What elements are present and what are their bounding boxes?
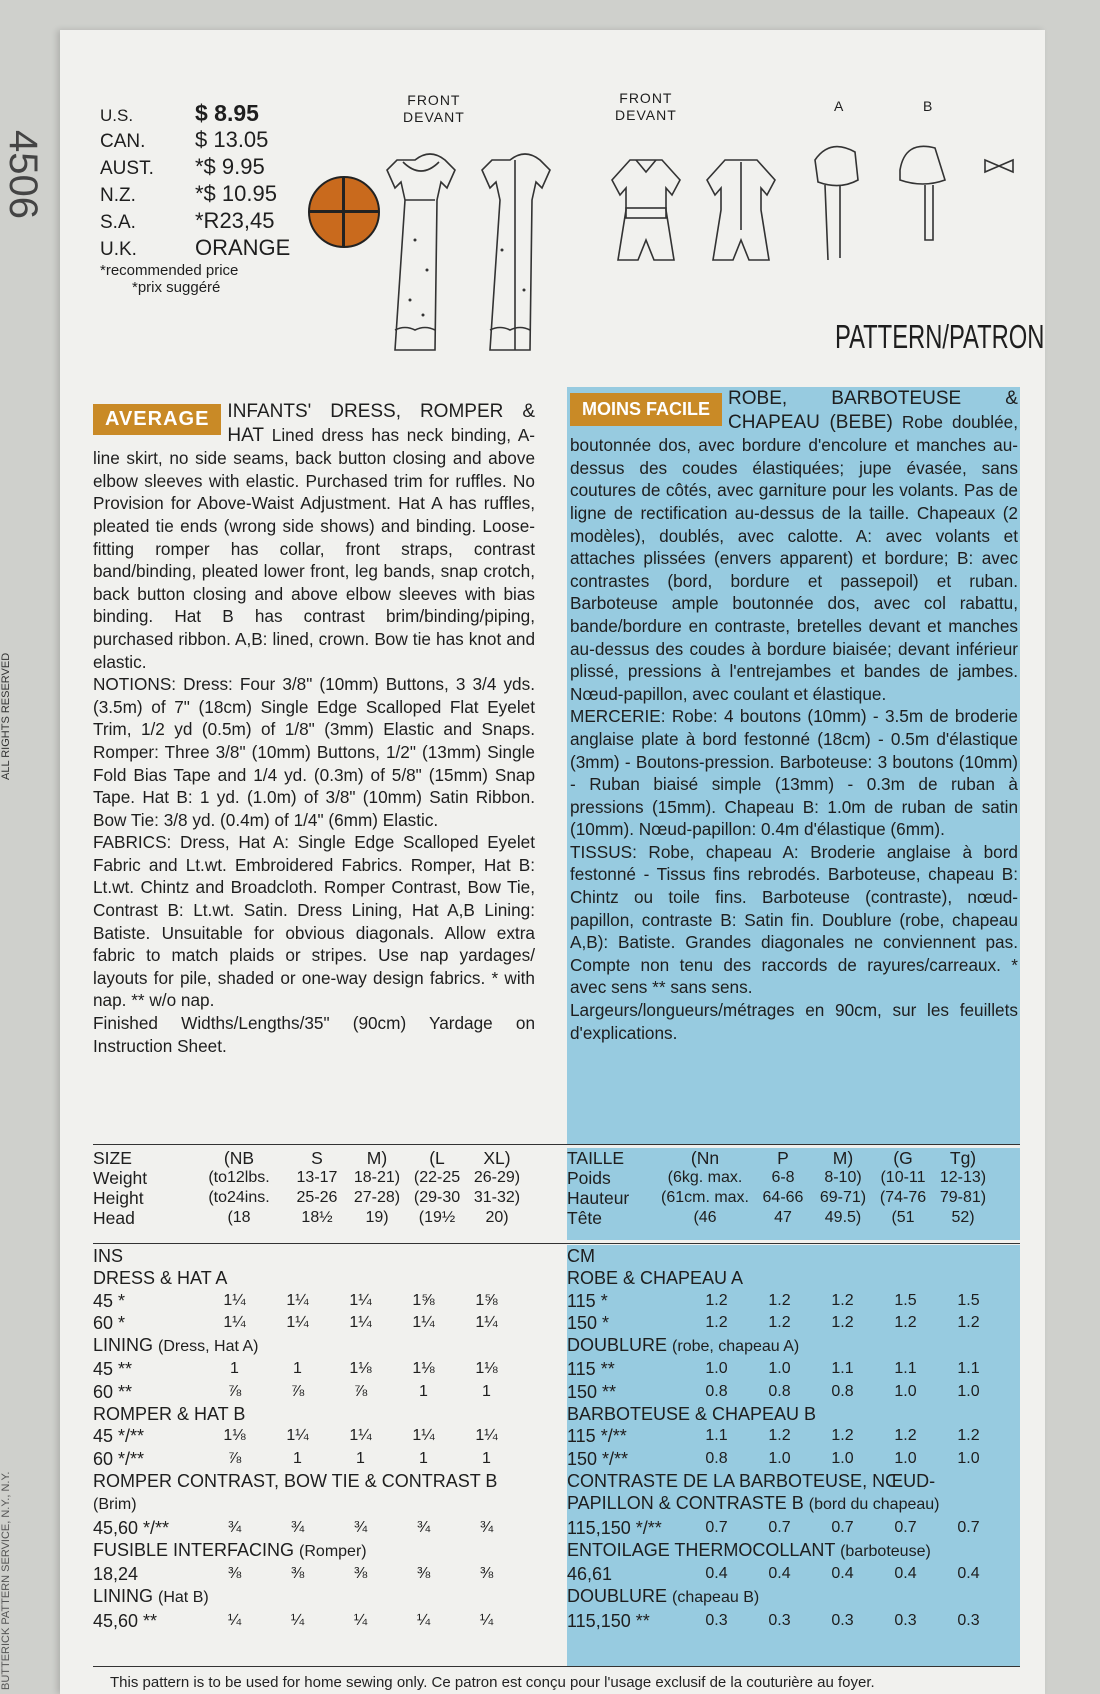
yardage-cell: ¼: [227, 1611, 242, 1629]
yardage-cell: ¼: [479, 1611, 494, 1629]
price-value: ORANGE: [195, 235, 291, 260]
size-label: Head: [93, 1208, 135, 1228]
yardage-cell: 1: [482, 1382, 491, 1400]
yardage-cell: ¼: [416, 1611, 431, 1629]
yardage-cell: 1.2: [894, 1427, 917, 1445]
english-description: [93, 400, 535, 1057]
price-row: [100, 100, 300, 127]
yardage-label: 45 **: [93, 1359, 133, 1380]
yardage-cell: 1¼: [223, 1291, 246, 1309]
yardage-cell: 1.2: [831, 1313, 854, 1331]
size-label: Weight: [93, 1168, 148, 1188]
yardage-cell: 1.1: [957, 1360, 980, 1378]
yardage-section-title: DOUBLURE (robe, chapeau A): [567, 1335, 800, 1356]
french-desc-bold: Pas de ligne de rectification au-dessus de la taille.: [570, 480, 1018, 523]
size-cell: M): [832, 1148, 854, 1168]
price-row: [100, 154, 300, 181]
yardage-cell: 0.4: [705, 1565, 728, 1583]
yardage-cell: 1.0: [768, 1449, 791, 1467]
unit-label: INS: [93, 1246, 124, 1266]
yardage-cell: ¾: [353, 1518, 368, 1536]
size-cell: XL): [483, 1148, 511, 1168]
yardage-cell: 1.2: [894, 1313, 917, 1331]
yardage-cell: 0.8: [705, 1449, 728, 1467]
yardage-label: 60 **: [93, 1381, 133, 1402]
english-fabrics: FABRICS: Dress, Hat A: Single Edge Scalloped Eyelet Fabric and Lt.wt. Embroidered Fabrics. Romper, Hat B: Lt.wt. Chintz and Broadcloth. Romper Contrast, Bow Tie, Contrast B: Lt.wt. Satin. Dress Lining, Hat A,B Lining: Batiste. Unsuitable for obvious diagonals. Allow extra fabric to match plaids or stripes. Use nap yardages/ layouts for pile, shaded or one-way design fabrics. * with nap. ** w/o nap.: [93, 832, 535, 1011]
size-cell: (19½: [418, 1209, 456, 1226]
yardage-label: 115 *: [567, 1290, 608, 1311]
yardage-cell: 1.5: [894, 1291, 917, 1309]
yardage-row: [567, 1290, 1020, 1312]
size-label: SIZE: [93, 1148, 132, 1168]
yardage-cell: 1.0: [957, 1449, 980, 1467]
size-label: Height: [93, 1188, 144, 1208]
yardage-label: 150 **: [567, 1381, 617, 1402]
size-cell: (NB: [223, 1148, 255, 1168]
yardage-row: [93, 1563, 535, 1585]
price-row: [100, 235, 300, 262]
yardage-cell: 1.2: [768, 1313, 791, 1331]
yardage-row: [93, 1517, 535, 1539]
yardage-section-title: ROMPER & HAT B: [93, 1404, 246, 1425]
size-cell: 27-28): [353, 1189, 401, 1206]
yardage-cell: 0.3: [705, 1611, 728, 1629]
yardage-cell: 1¼: [475, 1313, 498, 1331]
yardage-cell: 1¼: [349, 1427, 372, 1445]
yardage-cell: 1¼: [412, 1427, 435, 1445]
view-label-b: B: [923, 98, 934, 114]
price-value: *$ 9.95: [195, 154, 265, 179]
yardage-cell: 0.7: [957, 1518, 980, 1536]
yardage-cell: 1.5: [957, 1291, 980, 1309]
romper-front-sketch: [612, 160, 680, 260]
yardage-cell: 1.2: [957, 1427, 980, 1445]
yardage-cell: 0.8: [831, 1382, 854, 1400]
difficulty-badge: AVERAGE: [93, 404, 221, 435]
yardage-row: [567, 1381, 1020, 1403]
hat-a-sketch: [815, 147, 858, 260]
size-cell: (Nn: [690, 1148, 720, 1168]
size-cell: 18-21): [353, 1169, 401, 1186]
yardage-cell: ⅜: [353, 1565, 368, 1583]
size-label: Hauteur: [567, 1188, 630, 1208]
yardage-cell: 1⅛: [412, 1360, 435, 1378]
french-largeurs: Largeurs/longueurs/métrages en 90cm, sur les feuillets d'explications.: [570, 1000, 1018, 1043]
yardage-row: [93, 1312, 535, 1334]
yardage-cell: 1.1: [894, 1360, 917, 1378]
english-notions: NOTIONS: Dress: Four 3/8" (10mm) Buttons, 3 3/4 yds. (3.5m) of 7" (18cm) Single Edge Scalloped Flat Eyelet Trim, 1/2 yd (0.5m) of 1/8" (3mm) Elastic and Snaps. Romper: Three 3/8" (10mm) Buttons, 1/2" (13mm) Single Fold Bias Tape and 1/4 yd. (0.3m) of 5/8" (15mm) Snap Tape. Hat B: 1 yd. (1.0m) of 3/8" (10mm) Satin Ribbon. Bow Tie: 3/8 yd. (0.4m) of 1/4" (6mm) Elastic.: [93, 674, 535, 830]
yardage-cell: 1: [482, 1449, 491, 1467]
yardage-section-title: LINING (Dress, Hat A): [93, 1335, 259, 1356]
yardage-cell: 1.0: [831, 1449, 854, 1467]
size-table-french: [567, 1148, 1020, 1240]
yardage-row: [567, 1517, 1020, 1539]
french-tissus: TISSUS: Robe, chapeau A: Broderie anglaise à bord festonné - Tissus fins rebrodés. Barboteuse, chapeau B: Chintz ou toile fins. Barboteuse (contraste), nœud-papillon, contraste B: Satin fin. Doublure (robe, chapeau A,B): Batiste. Grandes diagonales ne conviennent pas. Compte non tenu des raccords de rayures/carreaux. * avec sens ** sans sens.: [570, 841, 1018, 998]
price-country: CAN.: [100, 131, 146, 152]
size-cell: (29-30: [413, 1189, 461, 1206]
yardage-cell: ⅞: [227, 1382, 242, 1400]
yardage-label: 45,60 **: [93, 1610, 158, 1631]
yardage-cell: ¾: [416, 1518, 431, 1536]
size-row: [93, 1188, 535, 1208]
yardage-section-title: DRESS & HAT A: [93, 1268, 228, 1289]
logo-icon: [308, 176, 380, 248]
yardage-cell: 1⅛: [475, 1360, 498, 1378]
yardage-cell: 1.2: [957, 1313, 980, 1331]
size-cell: 8-10): [824, 1169, 862, 1186]
yardage-section-title: DOUBLURE (chapeau B): [567, 1586, 760, 1607]
price-value: $ 8.95: [195, 100, 259, 126]
yardage-row: [567, 1563, 1020, 1585]
price-list: [100, 100, 300, 296]
yardage-cell: 0.4: [894, 1565, 917, 1583]
price-country: U.S.: [100, 106, 134, 125]
yardage-cell: 1⅛: [223, 1427, 246, 1445]
yardage-cell: 1: [293, 1449, 302, 1467]
yardage-label: 45,60 */**: [93, 1517, 170, 1538]
french-desc-1: Robe doublée, boutonnée dos, avec bordure d'encolure et manches au-dessus des coudes élastiquées; jupe évasée, sans coutures de côtés, avec garniture pour les volants.: [570, 411, 1019, 501]
yardage-cell: ⅜: [227, 1565, 242, 1583]
yardage-cell: 0.4: [957, 1565, 980, 1583]
footer-note: This pattern is to be used for home sewing only. Ce patron est conçu pour l'usage exclusif de la couturière au foyer.: [110, 1674, 875, 1691]
price-row: [100, 181, 300, 208]
yardage-cell: 1.0: [768, 1360, 791, 1378]
yardage-row: [567, 1425, 1020, 1447]
yardage-row: [93, 1290, 535, 1312]
yardage-section-title: ROMPER CONTRAST, BOW TIE & CONTRAST B (Brim): [93, 1470, 498, 1514]
price-row: [100, 208, 300, 235]
yardage-cell: 1¼: [286, 1313, 309, 1331]
size-row: [93, 1168, 535, 1188]
yardage-cell: ⅞: [290, 1382, 305, 1400]
yardage-label: 60 *: [93, 1312, 126, 1333]
size-cell: 13-17: [296, 1169, 338, 1186]
yardage-cell: 0.4: [831, 1565, 854, 1583]
yardage-cell: ¼: [353, 1611, 368, 1629]
yardage-cell: 0.8: [705, 1382, 728, 1400]
yardage-cell: ⅜: [416, 1565, 431, 1583]
size-cell: (74-76: [879, 1189, 927, 1206]
french-desc-2: Chapeaux (2 modèles), doublés, avec calotte. A: avec volants et attaches plissées (envers apparent) et bordure; B: avec contrastes (bord, bordure et passepoil) et ruban. Barboteuse ample boutonnée dos, avec col rabattu, bande/bordure en contraste, bretelles devant et manches au-dessus des coudes à bordure biaisée; devant inférieur plissé, pressions à l'entrejambes et bandes de jambes. Nœud-papillon, avec coulant et élastique.: [570, 502, 1018, 704]
size-cell: 6-8: [771, 1169, 795, 1186]
yardage-row: [93, 1358, 535, 1380]
yardage-cell: 1.0: [894, 1449, 917, 1467]
size-cell: 25-26: [296, 1189, 338, 1206]
yardage-cell: 0.3: [957, 1611, 980, 1629]
yardage-row: [93, 1425, 535, 1447]
yardage-cell: 1¼: [286, 1291, 309, 1309]
size-row: [93, 1208, 535, 1228]
french-title: ROBE, BARBOTEUSE & CHAPEAU (BEBE): [728, 388, 1018, 433]
english-desc-1: Lined dress has neck binding, A-line skirt, no side seams, back button closing and above elbow sleeves with elastic. Purchased trim for ruffles.: [93, 424, 536, 491]
yardage-row: [567, 1312, 1020, 1334]
yardage-cell: 1.2: [705, 1313, 728, 1331]
recommended-note: *recommended price *prix suggéré: [100, 262, 239, 296]
yardage-cell: 0.7: [705, 1518, 728, 1536]
yardage-label: 45 *: [93, 1290, 126, 1311]
yardage-cell: 1.0: [705, 1360, 728, 1378]
yardage-cell: ¾: [290, 1518, 305, 1536]
pattern-title: PATTERN/PATRON: [835, 318, 1045, 355]
yardage-row: [93, 1610, 535, 1632]
size-cell: 64-66: [762, 1189, 804, 1206]
yardage-cell: 1.0: [894, 1382, 917, 1400]
yardage-cell: 1.2: [831, 1427, 854, 1445]
size-label: Tête: [567, 1208, 603, 1228]
french-description: [567, 387, 1020, 1145]
size-cell: S: [311, 1148, 323, 1168]
pattern-number: 4506: [1, 130, 45, 219]
yardage-cell: 0.8: [768, 1382, 791, 1400]
size-cell: (51: [891, 1209, 915, 1226]
yardage-cell: 0.3: [768, 1611, 791, 1629]
view-label-front-romper: FRONT DEVANT: [615, 90, 677, 123]
rights-text: ALL RIGHTS RESERVED: [0, 652, 12, 780]
size-cell: 49.5): [824, 1209, 862, 1226]
yardage-cell: 1.2: [768, 1427, 791, 1445]
yardage-cell: 1: [419, 1382, 428, 1400]
size-cell: (L: [429, 1148, 445, 1168]
yardage-cell: 1¼: [286, 1427, 309, 1445]
size-cell: 69-71): [819, 1189, 867, 1206]
yardage-cell: ⅞: [353, 1382, 368, 1400]
size-cell: (18: [227, 1209, 251, 1226]
yardage-section-title: FUSIBLE INTERFACING (Romper): [93, 1539, 367, 1560]
view-label-front-dress: FRONT DEVANT: [403, 92, 465, 125]
yardage-row: [567, 1610, 1020, 1632]
english-finished: Finished Widths/Lengths/35" (90cm) Yardage on Instruction Sheet.: [93, 1013, 535, 1056]
yardage-label: 45 */**: [93, 1426, 145, 1447]
yardage-cell: ¾: [227, 1518, 242, 1536]
yardage-cell: 1.2: [768, 1291, 791, 1309]
yardage-cell: 1⅝: [412, 1291, 435, 1309]
yardage-row: [93, 1448, 535, 1470]
yardage-cell: 0.4: [768, 1565, 791, 1583]
size-row: [567, 1188, 1020, 1208]
size-row: [93, 1148, 535, 1168]
yardage-cell: 0.7: [768, 1518, 791, 1536]
price-country: N.Z.: [100, 185, 136, 206]
english-title: INFANTS' DRESS, ROMPER & HAT: [227, 401, 535, 446]
yardage-cell: 0.3: [894, 1611, 917, 1629]
price-value: *R23,45: [195, 208, 275, 233]
yardage-label: 18,24: [93, 1564, 139, 1585]
yardage-cell: 1.2: [831, 1291, 854, 1309]
size-cell: (G: [893, 1148, 913, 1168]
yardage-cell: 1¼: [223, 1313, 246, 1331]
size-cell: 26-29): [473, 1169, 521, 1186]
yardage-cell: 1¼: [412, 1313, 435, 1331]
size-cell: 19): [365, 1209, 389, 1226]
english-desc-bold: No Provision for Above-Waist Adjustment.: [93, 470, 535, 514]
size-row: [567, 1148, 1020, 1168]
yardage-cell: 1: [293, 1360, 302, 1378]
yardage-label: 115,150 */**: [567, 1517, 662, 1538]
divider-top: [93, 1144, 1020, 1145]
size-cell: 20): [485, 1209, 509, 1226]
size-cell: (6kg. max.: [667, 1169, 743, 1186]
view-label-a: A: [834, 98, 845, 114]
price-value: *$ 10.95: [195, 181, 277, 206]
yardage-row: [93, 1381, 535, 1403]
yardage-label: 115,150 **: [567, 1610, 650, 1631]
yardage-table-french: [567, 1245, 1020, 1666]
size-cell: (22-25: [413, 1169, 461, 1186]
yardage-row: [567, 1358, 1020, 1380]
divider-mid: [93, 1243, 1020, 1244]
yardage-section-title: CONTRASTE DE LA BARBOTEUSE, NŒUD-PAPILLON & CONTRASTE B (bord du chapeau): [567, 1470, 940, 1514]
yardage-cell: 1¼: [475, 1427, 498, 1445]
yardage-label: 150 */**: [567, 1448, 629, 1469]
yardage-section-title: LINING (Hat B): [93, 1586, 209, 1607]
yardage-cell: 1: [419, 1449, 428, 1467]
difficulty-badge-fr: MOINS FACILE: [570, 393, 722, 426]
yardage-cell: 1: [356, 1449, 365, 1467]
size-cell: P: [777, 1148, 789, 1168]
price-country: AUST.: [100, 158, 154, 179]
french-mercerie: MERCERIE: Robe: 4 boutons (10mm) - 3.5m de broderie anglaise plate à bord festonné (18cm) - 0.5m d'élastique (3mm) - Boutons-pression. Barboteuse: 3 boutons (10mm) - Ruban biaisé simple (13mm) - 0.3m de ruban à pressions (15mm). Chapeau B: 1.0m de ruban de satin (10mm). Nœud-papillon: 0.4m d'élastique (6mm).: [570, 706, 1018, 840]
yardage-cell: ⅜: [479, 1565, 494, 1583]
size-cell: 47: [774, 1209, 792, 1226]
yardage-label: 60 */**: [93, 1448, 145, 1469]
hat-b-sketch: [900, 146, 945, 240]
size-cell: 52): [951, 1209, 975, 1226]
size-cell: (to12lbs.: [208, 1169, 270, 1186]
yardage-table-english: [93, 1245, 535, 1632]
yardage-cell: 1.0: [957, 1382, 980, 1400]
english-desc-2: Hat A has ruffles, pleated tie ends (wrong side shows) and binding. Loose-fitting romper has collar, front straps, contrast band/binding, pleated lower front, leg bands, snap crotch, back button closing and above elbow sleeves with bias binding. Hat B has contrast brim/binding/piping, purchased ribbon. A,B: lined, crown. Bow tie has knot and elastic.: [93, 493, 535, 672]
dress-back-sketch: [482, 154, 550, 350]
yardage-cell: 0.7: [894, 1518, 917, 1536]
yardage-section-title: ENTOILAGE THERMOCOLLANT (barboteuse): [567, 1539, 931, 1560]
size-cell: Tg): [949, 1148, 977, 1168]
yardage-cell: 0.7: [831, 1518, 854, 1536]
price-value: $ 13.05: [195, 127, 269, 152]
yardage-cell: 1¼: [349, 1291, 372, 1309]
yardage-label: 150 *: [567, 1312, 610, 1333]
size-cell: (to24ins.: [208, 1189, 270, 1206]
size-label: TAILLE: [567, 1148, 625, 1168]
yardage-label: 115 **: [567, 1359, 615, 1380]
price-row: [100, 127, 300, 154]
size-cell: (46: [693, 1209, 717, 1226]
romper-back-sketch: [707, 160, 775, 260]
yardage-cell: 1¼: [349, 1313, 372, 1331]
yardage-label: 46,61: [567, 1564, 613, 1585]
yardage-cell: ⅞: [227, 1449, 242, 1467]
size-cell: M): [366, 1148, 388, 1168]
yardage-cell: 1: [230, 1360, 239, 1378]
yardage-cell: 1⅛: [349, 1360, 372, 1378]
size-table-english: [93, 1148, 535, 1228]
yardage-cell: 1.2: [705, 1291, 728, 1309]
yardage-cell: 1.1: [831, 1360, 854, 1378]
unit-label: CM: [567, 1246, 595, 1266]
yardage-cell: ⅜: [290, 1565, 305, 1583]
size-row: [567, 1168, 1020, 1188]
price-country: S.A.: [100, 212, 136, 233]
yardage-section-title: BARBOTEUSE & CHAPEAU B: [567, 1404, 817, 1425]
size-label: Poids: [567, 1168, 611, 1188]
yardage-cell: 1⅝: [475, 1291, 498, 1309]
size-cell: (61cm. max.: [660, 1189, 749, 1206]
size-cell: 79-81): [939, 1189, 987, 1206]
yardage-cell: ¾: [479, 1518, 494, 1536]
yardage-label: 115 */**: [567, 1426, 627, 1447]
bow-tie-sketch: [985, 160, 1013, 172]
dress-front-sketch: [387, 154, 455, 350]
size-row: [567, 1208, 1020, 1228]
size-cell: 18½: [301, 1209, 333, 1226]
yardage-cell: 1.1: [705, 1427, 728, 1445]
company-text: BUTTERICK PATTERN SERVICE, N.Y., N.Y.: [0, 1471, 12, 1690]
size-cell: 12-13): [939, 1169, 987, 1186]
size-cell: (10-11: [880, 1169, 926, 1186]
yardage-section-title: ROBE & CHAPEAU A: [567, 1268, 744, 1289]
yardage-cell: 0.3: [831, 1611, 854, 1629]
yardage-row: [567, 1448, 1020, 1470]
yardage-cell: ¼: [290, 1611, 305, 1629]
size-cell: 31-32): [473, 1189, 521, 1206]
divider-bottom: [93, 1666, 1020, 1667]
price-country: U.K.: [100, 239, 137, 260]
